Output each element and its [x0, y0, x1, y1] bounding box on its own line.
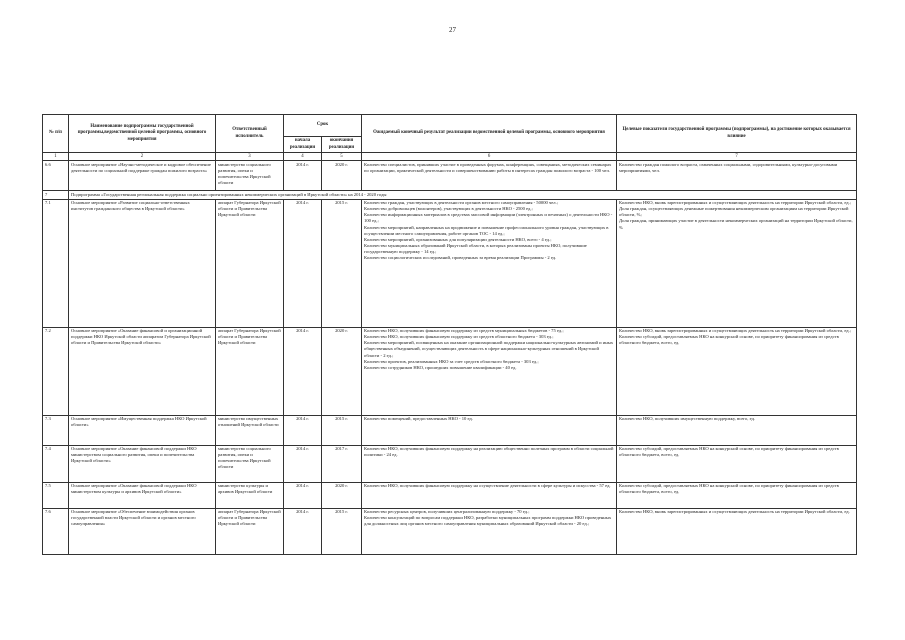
table-row: [43, 482, 857, 508]
header-executor: Ответственный исполнитель: [216, 115, 284, 153]
row-start: 2014 г.: [284, 199, 322, 327]
row-executor: министерство культуры и архивов Иркутской области: [216, 482, 284, 508]
row-executor: министерство социального развития, опеки и попечительства Иркутской области: [216, 161, 284, 191]
row-end: 2015 г.: [322, 508, 362, 554]
row-result: [362, 508, 617, 554]
table-row: [43, 191, 857, 199]
row-executor: аппарат Губернатора Иркутской области и Правительства Иркутской области: [216, 199, 284, 327]
row-result-line: Количество НКО, получивших финансовую поддержку из средств областного бюджета - 303 ед.;: [364, 334, 554, 340]
row-result-line: Количество консультаций по вопросам поддержки НКО, разработки муниципальных программ поддержки НКО проведенных для должностных лиц органов местного самоуправления муниципальных образований Иркутской области - 20 ед.;: [364, 515, 612, 527]
header-name: Наименование подпрограммы государственной программы,ведомственной целевой программы, основного мероприятия: [69, 115, 216, 153]
row-number: 7.1: [43, 199, 69, 327]
row-result-line: Количество специалистов, принявших участие в проведенных форумах, конференциях, совещаниях, методических семинарах по организации, практической деятельности и совершенствованию работы в интересах граждан пожилого возраста - 100 чел.: [364, 161, 612, 174]
row-start: 2014 г.: [284, 161, 322, 191]
row-end: 2020 г.: [322, 327, 362, 415]
row-name: Основное мероприятие «Имущественная поддержка НКО Иркутской области»: [69, 415, 216, 445]
row-number: 7.5: [43, 482, 69, 508]
row-result: [362, 161, 617, 191]
table-row: [43, 508, 857, 554]
table-row: [43, 415, 857, 445]
row-result: [362, 327, 617, 415]
program-table: [42, 114, 857, 555]
row-result-line: Количество социологических исследований, проведенных за время реализации Программы - 2 ед.: [364, 255, 557, 261]
table-row: [43, 199, 857, 327]
row-indicators-line: Количество субсидий, предоставляемых НКО на конкурсной основе, по приоритету финансирования из средств областного бюджета, всего, ед.: [619, 483, 839, 495]
header-term: Срок: [284, 115, 362, 137]
column-number-row: [43, 153, 857, 161]
header-indicators: Целевые показатели государственной программы (подпрограммы), на достижение которых оказывается влияние: [617, 115, 857, 153]
section-title: Подпрограмма «Государственная региональная поддержка социально ориентированных некоммерческих организаций в Иркутской области» на 2014 - 2020 годы: [69, 191, 857, 199]
row-result: [362, 415, 617, 445]
table-body: [43, 161, 857, 554]
row-indicators-line: Доля граждан, осуществляющих денежные пожертвования некоммерческим организациям на территории Иркутской области, %;: [619, 206, 849, 218]
row-indicators: [617, 327, 857, 415]
header-start: начала реализации: [284, 137, 322, 153]
row-result-line: Количество мероприятий, посвященных на оказание организационной поддержки национально-культурных автономий и иных общественных объединений, осуществляющих деятельность в сфере национально-культурных отношений в Иркутской области - 2 ед.;: [364, 340, 614, 358]
row-executor: министерство имущественных отношений Иркутской области: [216, 415, 284, 445]
row-end: 2020 г.: [322, 482, 362, 508]
row-result-line: Количество мероприятий, организованных для популяризации деятельности НКО, всего - 4 ед.;: [364, 236, 552, 242]
row-indicators-line: Количество граждан пожилого возраста, охваченных социальными, оздоровительными, культурно-досуговыми мероприятиями, чел.: [619, 161, 838, 174]
row-indicators: [617, 508, 857, 554]
row-number: 6.6: [43, 161, 69, 191]
row-indicators-line: Доля граждан, принимающих участие в деятельности некоммерческих организаций на территории Иркутской области, %: [619, 218, 853, 230]
row-start: 2014 г.: [284, 415, 322, 445]
row-indicators: [617, 415, 857, 445]
header-end: окончания реализации: [322, 137, 362, 153]
table-row: [43, 327, 857, 415]
row-indicators: [617, 199, 857, 327]
row-start: 2014 г.: [284, 482, 322, 508]
row-number: 7.4: [43, 445, 69, 482]
row-result-line: Количество информационных материалов в средствах массовой информации (электронных и печатных) о деятельности НКО - 100 ед.;: [364, 212, 613, 224]
row-end: 2017 г.: [322, 445, 362, 482]
row-number: 7: [43, 191, 69, 199]
row-result-line: Количество проектов, реализованных НКО за счет средств областного бюджета - 303 ед.;: [364, 358, 539, 364]
row-name: Основное мероприятие «Развитие социально-ответственных институтов гражданского общества в Иркутской области»: [69, 199, 216, 327]
row-start: 2014 г.: [284, 445, 322, 482]
row-end: 2020 г.: [322, 161, 362, 191]
row-start: 2014 г.: [284, 327, 322, 415]
header-num: № п/п: [43, 115, 69, 153]
row-executor: министерство социального развития, опеки и попечительства Иркутской области: [216, 445, 284, 482]
row-indicators: [617, 445, 857, 482]
row-start: 2014 г.: [284, 508, 322, 554]
row-result-line: Количество сотрудников НКО, прошедших повышение квалификации - 40 ед.: [364, 364, 517, 370]
row-executor: аппарат Губернатора Иркутской области и Правительства Иркутской области: [216, 508, 284, 554]
row-executor: аппарат Губернатора Иркутской области и Правительства Иркутской области: [216, 327, 284, 415]
col-number: 3: [216, 153, 284, 161]
page-number: 27: [449, 26, 456, 34]
row-result: [362, 482, 617, 508]
row-result-line: Количество муниципальных образований Иркутской области, в которых реализованы проекты НКО, получившие государственную поддержку - 14 ед.;: [364, 243, 587, 255]
row-end: 2015 г.: [322, 199, 362, 327]
row-result-line: Количество НКО, получивших финансовую поддержку из средств муниципальных бюджетов - 75 ед.;: [364, 328, 564, 334]
table-row: [43, 161, 857, 191]
row-result-line: Количество граждан, участвующих в деятельности органов местного самоуправления - 50000 чел.;: [364, 200, 559, 206]
row-indicators-line: Количество НКО, вновь зарегистрированных и осуществляющих деятельность на территории Иркутской области, ед.: [619, 509, 850, 515]
row-indicators-line: Количество субсидий, предоставляемых НКО на конкурсной основе, по приоритету финансирования из средств областного бюджета, всего, ед.: [619, 334, 839, 346]
row-result: [362, 199, 617, 327]
row-indicators-line: Количество НКО, вновь зарегистрированных и осуществляющих деятельность на территории Иркутской области, ед.;: [619, 200, 852, 206]
row-result-line: Количество добровольцев (волонтеров), участвующих в деятельности НКО - 2500 ед.;: [364, 206, 533, 212]
row-name: Основное мероприятие «Оказание финансовой и организационной поддержки НКО Иркутской области аппаратом Губернатора Иркутской области и Правительства Иркутской области»: [69, 327, 216, 415]
row-name: Основное мероприятие «Оказание финансовой поддержки НКО министерством социального развития, опеки и попечительства Иркутской области»: [69, 445, 216, 482]
row-name: Основное мероприятие «Научно-методическое и кадровое обеспечение деятельности по социальной поддержке граждан пожилого возраста»: [69, 161, 216, 191]
row-result-line: Количество НКО, получивших финансовую поддержку на реализацию общественно полезных программ в области социальной политики - 24 ед.: [364, 446, 614, 458]
row-indicators-line: Количество НКО, вновь зарегистрированных и осуществляющих деятельность на территории Иркутской области, ед.;: [619, 328, 852, 334]
row-name: Основное мероприятие «Оказание финансовой поддержки НКО министерством культуры и архивов Иркутской области»: [69, 482, 216, 508]
row-indicators-line: Количество субсидий, предоставляемых НКО на конкурсной основе, по приоритету финансирования из средств областного бюджета, всего, ед.: [619, 446, 839, 458]
row-result-line: Количество мероприятий, направленных на продвижение и повышение профессионального уровня граждан, участвующих в осуществлении местного самоуправления, работе органов ТОС - 14 ед.;: [364, 224, 609, 236]
row-name: Основное мероприятие «Обеспечение взаимодействия органов государственной власти Иркутской области и органов местного самоуправления»: [69, 508, 216, 554]
row-indicators: [617, 482, 857, 508]
row-result: [362, 445, 617, 482]
row-number: 7.6: [43, 508, 69, 554]
header-result: Ожидаемый конечный результат реализации ведомственной целевой программы, основного мероприятия: [362, 115, 617, 153]
col-number: 2: [69, 153, 216, 161]
row-number: 7.3: [43, 415, 69, 445]
row-result-line: Количество НКО, получивших финансовую поддержку на осуществление деятельности в сфере культуры и искусства - 57 ед.: [364, 483, 611, 489]
row-result-line: Количество ресурсных центров, получивших централизованную поддержку - 70 ед.;: [364, 509, 530, 515]
table-row: [43, 445, 857, 482]
col-number: 7: [617, 153, 857, 161]
col-number: 6: [362, 153, 617, 161]
col-number: 5: [322, 153, 362, 161]
row-indicators-line: Количество НКО, получивших имущественную поддержку, всего, ед.: [619, 416, 756, 422]
row-indicators: [617, 161, 857, 191]
row-end: 2015 г.: [322, 415, 362, 445]
col-number: 1: [43, 153, 69, 161]
row-result-line: Количество помещений, предоставленных НКО - 10 ед.: [364, 416, 473, 422]
row-number: 7.2: [43, 327, 69, 415]
col-number: 4: [284, 153, 322, 161]
